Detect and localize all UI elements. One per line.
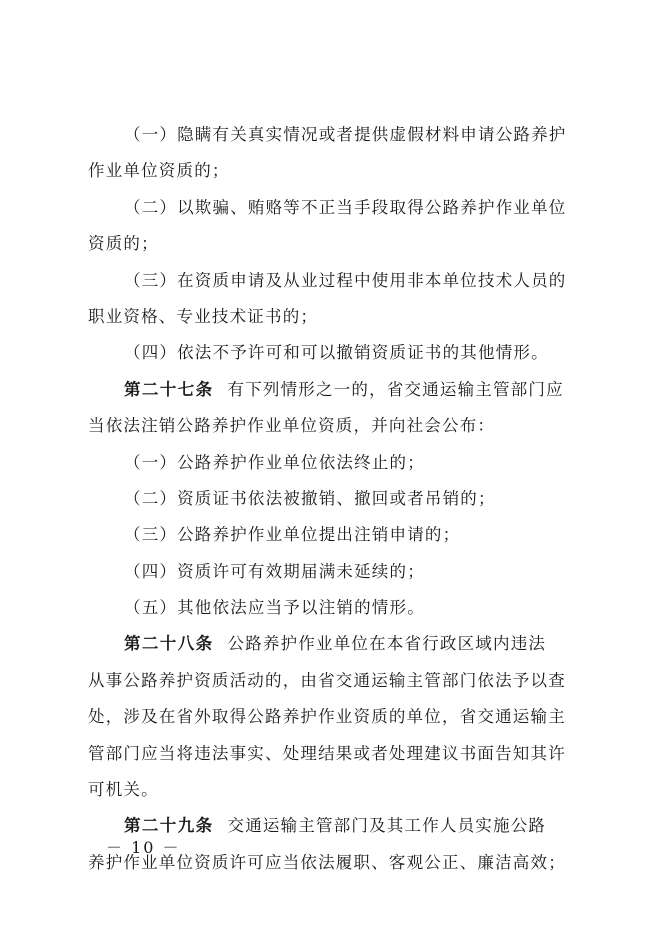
text-line: 资质的； [88,234,159,254]
article-number: 第二十九条 [124,816,214,836]
page-number: － 10 － [106,838,181,857]
document-body [88,117,578,881]
text-line: 养护作业单位资质许可应当依法履职、客观公正、廉洁高效； [88,852,566,872]
text-line: 作业单位资质的； [88,161,230,181]
text-line: 职业资格、专业技术证书的； [88,306,319,326]
article-text: 交通运输主管部门及其工作人员实施公路 [227,816,547,836]
text-line: （四）资质许可有效期届满未延续的； [124,561,425,581]
text-line: 当依法注销公路养护作业单位资质，并向社会公布： [88,416,496,436]
text-line: （四）依法不予许可和可以撤销资质证书的其他情形。 [124,343,549,363]
article-number: 第二十八条 [124,634,214,654]
text-line: （三）公路养护作业单位提出注销申请的； [124,525,461,545]
text-line: （三）在资质申请及从业过程中使用非本单位技术人员的 [124,270,567,290]
text-line: （五）其他依法应当予以注销的情形。 [124,598,425,618]
article-text: 公路养护作业单位在本省行政区域内违法 [227,634,547,654]
text-line: 从事公路养护资质活动的，由省交通运输主管部门依法予以查 [88,670,566,690]
text-line: （二）以欺骗、贿赂等不正当手段取得公路养护作业单位 [124,197,567,217]
text-line: 管部门应当将违法事实、处理结果或者处理建议书面告知其许 [88,743,566,763]
article-number: 第二十七条 [124,379,214,399]
article-27-line [88,372,578,408]
text-line: （一）公路养护作业单位依法终止的； [124,452,425,472]
article-text: 有下列情形之一的，省交通运输主管部门应 [227,379,564,399]
text-line: 可机关。 [88,780,159,800]
text-line: 处，涉及在省外取得公路养护作业资质的单位，省交通运输主 [88,707,566,727]
text-line: （二）资质证书依法被撤销、撤回或者吊销的； [124,488,496,508]
article-28-line [88,626,578,662]
text-line: （一）隐瞒有关真实情况或者提供虚假材料申请公路养护 [124,125,567,144]
